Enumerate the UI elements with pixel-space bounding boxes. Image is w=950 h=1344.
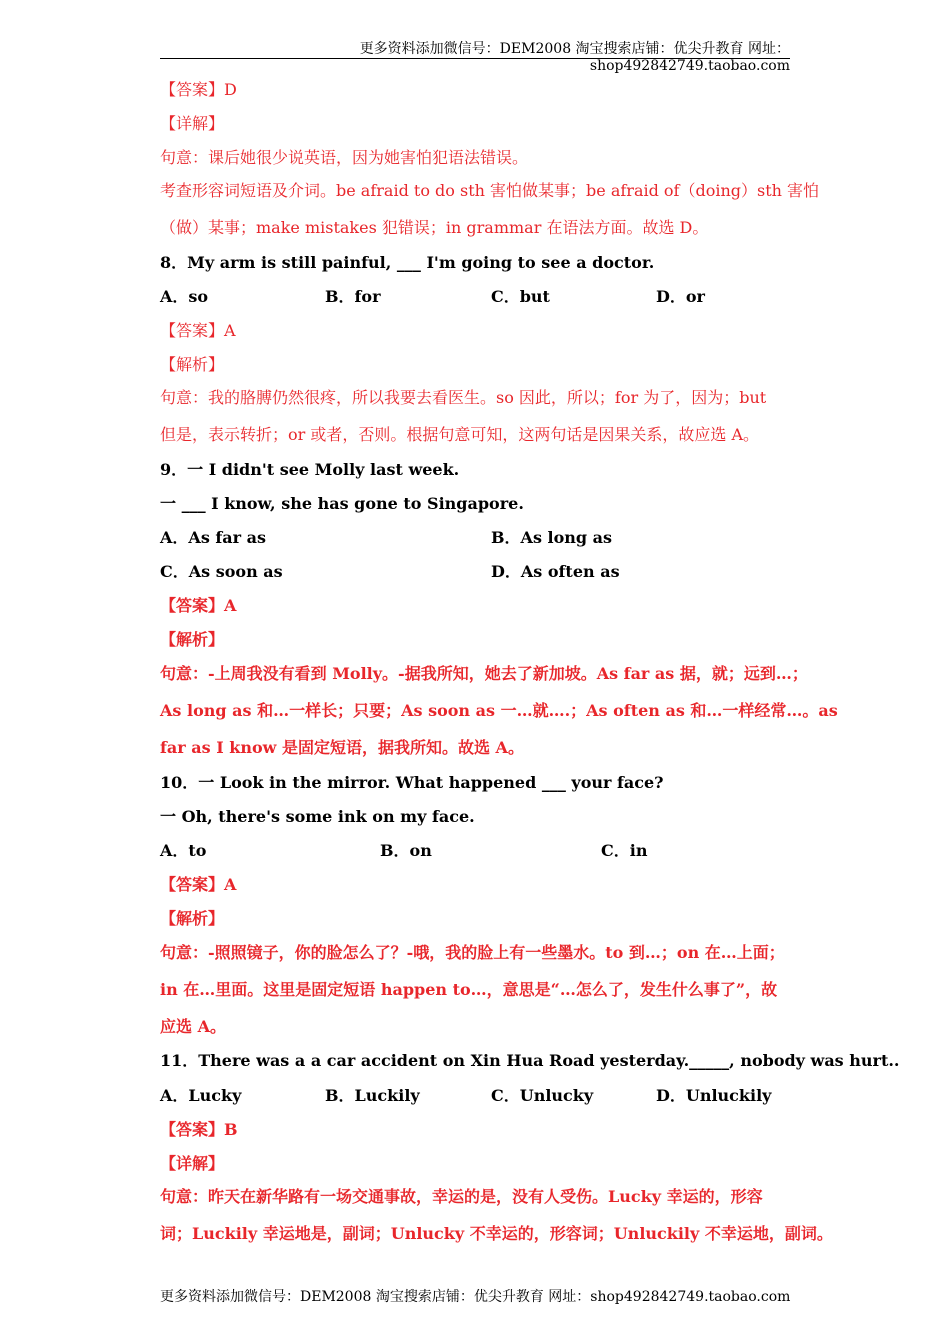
q11-detail-label: 【详解】	[160, 1154, 225, 1173]
q9-explanation-line: far as I know 是固定短语，据我所知。故选 A。	[160, 738, 524, 757]
q10-explanation-line: 句意：-照照镜子，你的脸怎么了？-哦，我的脸上有一些墨水。to 到…；on 在…上面；	[160, 943, 785, 962]
q8-answer: 【答案】A	[160, 321, 236, 340]
q9-answer: 【答案】A	[160, 596, 237, 615]
q8-stem: 8．My arm is still painful, ___ I'm going to see a doctor.	[160, 253, 655, 272]
q9-option-c: C．As soon as	[160, 562, 283, 581]
q10-stem: 一 Oh, there's some ink on my face.	[160, 807, 475, 826]
q9-explanation-line: As long as 和…一样长；只要；As soon as 一…就….；As often as 和…一样经常…。as	[160, 701, 838, 720]
page-header: 更多资料添加微信号：DEM2008 淘宝搜索店铺：优尖升教育 网址：shop492842749.taobao.com	[160, 38, 790, 59]
q11-stem: 11．There was a a car accident on Xin Hua Road yesterday._____, nobody was hurt..	[160, 1051, 900, 1070]
q9-option-a: A．As far as	[160, 528, 267, 547]
q8-option-a: A．so	[160, 287, 209, 306]
q9-stem: 9．一 I didn't see Molly last week.	[160, 460, 460, 479]
q9-detail-label: 【解析】	[160, 630, 225, 649]
q11-option-b: B．Luckily	[325, 1086, 420, 1105]
q7-explanation-line: 考查形容词短语及介词。be afraid to do sth 害怕做某事；be afraid of（doing）sth 害怕	[160, 181, 820, 200]
q10-detail-label: 【解析】	[160, 909, 225, 928]
q7-explanation-line: （做）某事；make mistakes 犯错误；in grammar 在语法方面。故选 D。	[160, 218, 709, 237]
q8-option-d: D．or	[656, 287, 705, 306]
q8-option-b: B．for	[325, 287, 381, 306]
q8-option-c: C．but	[491, 287, 550, 306]
q11-option-c: C．Unlucky	[491, 1086, 594, 1105]
q8-detail-label: 【解析】	[160, 355, 225, 374]
page-footer: 更多资料添加微信号：DEM2008 淘宝搜索店铺：优尖升教育 网址：shop492842749.taobao.com	[160, 1289, 791, 1305]
q8-explanation-line: 句意：我的胳膊仍然很疼，所以我要去看医生。so 因此，所以；for 为了，因为；but	[160, 388, 767, 407]
q11-explanation-line: 词；Luckily 幸运地是，副词；Unlucky 不幸运的，形容词；Unluckily 不幸运地，副词。	[160, 1224, 833, 1243]
q11-option-a: A．Lucky	[160, 1086, 242, 1105]
q10-stem: 10．一 Look in the mirror. What happened ___ your face?	[160, 773, 664, 792]
q9-stem: 一 ___ I know, she has gone to Singapore.	[160, 494, 524, 513]
q11-explanation-line: 句意：昨天在新华路有一场交通事故，幸运的是，没有人受伤。Lucky 幸运的，形容	[160, 1187, 763, 1206]
q11-answer: 【答案】B	[160, 1120, 238, 1139]
q10-option-b: B．on	[380, 841, 432, 860]
q7-answer: 【答案】D	[160, 80, 237, 99]
q7-detail-label: 【详解】	[160, 114, 225, 133]
q9-explanation-line: 句意：-上周我没有看到 Molly。-据我所知，她去了新加坡。As far as 据，就；远到…；	[160, 664, 808, 683]
q9-option-d: D．As often as	[491, 562, 620, 581]
q9-option-b: B．As long as	[491, 528, 613, 547]
q10-explanation-line: in 在…里面。这里是固定短语 happen to…，意思是“…怎么了，发生什么事了”，故	[160, 980, 778, 999]
q11-option-d: D．Unluckily	[656, 1086, 772, 1105]
q10-option-a: A．to	[160, 841, 207, 860]
q7-explanation-line: 句意：课后她很少说英语，因为她害怕犯语法错误。	[160, 148, 529, 167]
q8-explanation-line: 但是，表示转折；or 或者，否则。根据句意可知，这两句话是因果关系，故应选 A。	[160, 425, 760, 444]
q10-explanation-line: 应选 A。	[160, 1017, 226, 1036]
q10-option-c: C．in	[601, 841, 648, 860]
q10-answer: 【答案】A	[160, 875, 237, 894]
